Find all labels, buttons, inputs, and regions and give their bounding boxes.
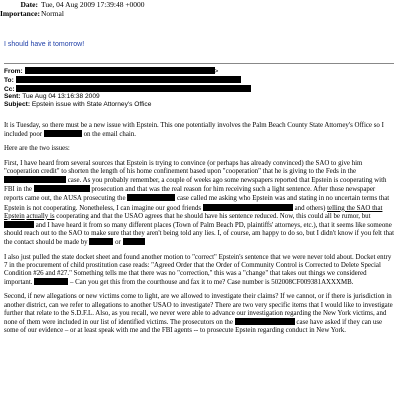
- date-value: Tue, 04 Aug 2009 17:39:48 +0000: [41, 0, 145, 9]
- redaction-block: [203, 204, 293, 211]
- from-label: From:: [4, 68, 23, 75]
- redaction-block: [235, 318, 295, 325]
- body-text: Second, if new allegations or new victims come to light, are we allowed to investigate their claims? If we cannot, or if there is jurisdiction in another district, can we refer to allegations to another USAO to investigate? There are two very specific items that I would like to investigate further that relate to the S.D.F.L. Also, as you recall, we never were able to advance our investigation regarding the New York victims, and none of them were included in our list of identified victims. The prosecutors on the: [4, 293, 393, 327]
- body-text: on the email chain.: [83, 131, 136, 139]
- redaction-block: [89, 238, 113, 245]
- body-text-underlined: actually is: [26, 212, 55, 220]
- subject-label: Subject:: [4, 101, 31, 109]
- redaction-block: [4, 221, 34, 228]
- cc-label: Cc:: [4, 85, 15, 93]
- body-text-underlined: telling the SAO that Epstein: [4, 204, 383, 220]
- message-body: [4, 122, 396, 341]
- separator-rule: [4, 63, 394, 64]
- paragraph-3: [4, 160, 396, 248]
- reply-text: I should have it tomorrow!: [4, 41, 85, 48]
- body-text: case called me asking who Epstein was and stating in no uncertain terms that Epstein is not cooperating. Nonetheless, I can imagine our good friends: [4, 195, 390, 212]
- header-date-row: [0, 0, 400, 9]
- original-meta: [4, 67, 251, 109]
- redaction-block: [34, 278, 68, 285]
- from-row: From: >: [4, 68, 219, 75]
- body-text: case. As you probably remember, a couple of weeks ago some newspapers reported that Epstein is cooperating with FBI in the: [4, 177, 387, 194]
- redaction-block: [44, 130, 82, 137]
- body-text: It is Tuesday, so there must be a new issue with Epstein. This one potentially involves the Palm Beach County State Attorney's Office so I included poor: [4, 122, 384, 139]
- redaction-block: [127, 194, 175, 201]
- subject-row: [4, 101, 251, 109]
- subject-value: Epstein issue with State Attorney's Office: [31, 101, 152, 109]
- body-text: cooperating and that the USAO agrees that he should have his sentence reduced. Now, this could all be rumor, but: [56, 212, 371, 220]
- body-text: First, I have heard from several sources that Epstein is trying to convince (or perhaps has already convinced) the SAO to give him "cooperation credit" to shorten the length of his home confinement based upon "cooperation" that he is giving to the Feds in the: [4, 159, 363, 175]
- body-text: or: [115, 239, 121, 247]
- redaction-block: [4, 176, 66, 183]
- body-text: I also just pulled the state docket sheet and found another motion to "correct" Epstein's sentence that we were never told about. Docket entry 7 in the procurement of child prostitution case reads: "Agreed Order that the Order of Community Control is Corrected to Delete Special Condition #26 and #27." Something tells me that there was no "correction," this was a "change" that takes out things we considered important.: [4, 253, 392, 287]
- body-text: case have asked if they can use some of our evidence – or at least speak with me and the FBI agents -- to prosecute Epstein regarding conduct in New York.: [4, 319, 383, 335]
- importance-value: Normal: [41, 9, 64, 18]
- redaction-block: [16, 85, 251, 92]
- header-importance-row: [0, 9, 400, 18]
- body-text: – Can you get this from the courthouse and fax it to me? Case number is 502008CF009381AXXXMB.: [69, 279, 354, 287]
- sent-label: Sent:: [4, 93, 21, 101]
- paragraph-1: [4, 122, 396, 139]
- body-text: and others): [294, 204, 326, 212]
- body-text: prosecution and that was the real reason for him receiving such a light sentence. After those newspaper reports came out, the AUSA prosecuting the: [4, 186, 376, 203]
- redaction-block: [16, 76, 241, 83]
- to-row: [4, 76, 251, 85]
- sent-row: [4, 93, 251, 101]
- sent-value: Tue Aug 04 13:16:38 2009: [22, 93, 100, 101]
- paragraph-4: [4, 254, 396, 288]
- redaction-block: [34, 185, 90, 192]
- cc-row: [4, 85, 251, 94]
- paragraph-5: [4, 293, 396, 335]
- paragraph-2: Here are the two issues:: [4, 145, 70, 153]
- importance-label: Importance:: [0, 9, 40, 18]
- redaction-block: [123, 238, 145, 245]
- body-text: and I have heard it from so many different places (Town of Palm Beach PD, plaintiffs' attorneys, etc.), that it seems like someone should reach out to the SAO to make sure that they aren't being told any lies. I, of course, am happy to do so, but I didn't know if you felt that the contact should be made by: [4, 222, 395, 247]
- date-label: Date:: [20, 0, 38, 9]
- to-label: To:: [4, 76, 14, 84]
- redaction-block: [25, 67, 215, 74]
